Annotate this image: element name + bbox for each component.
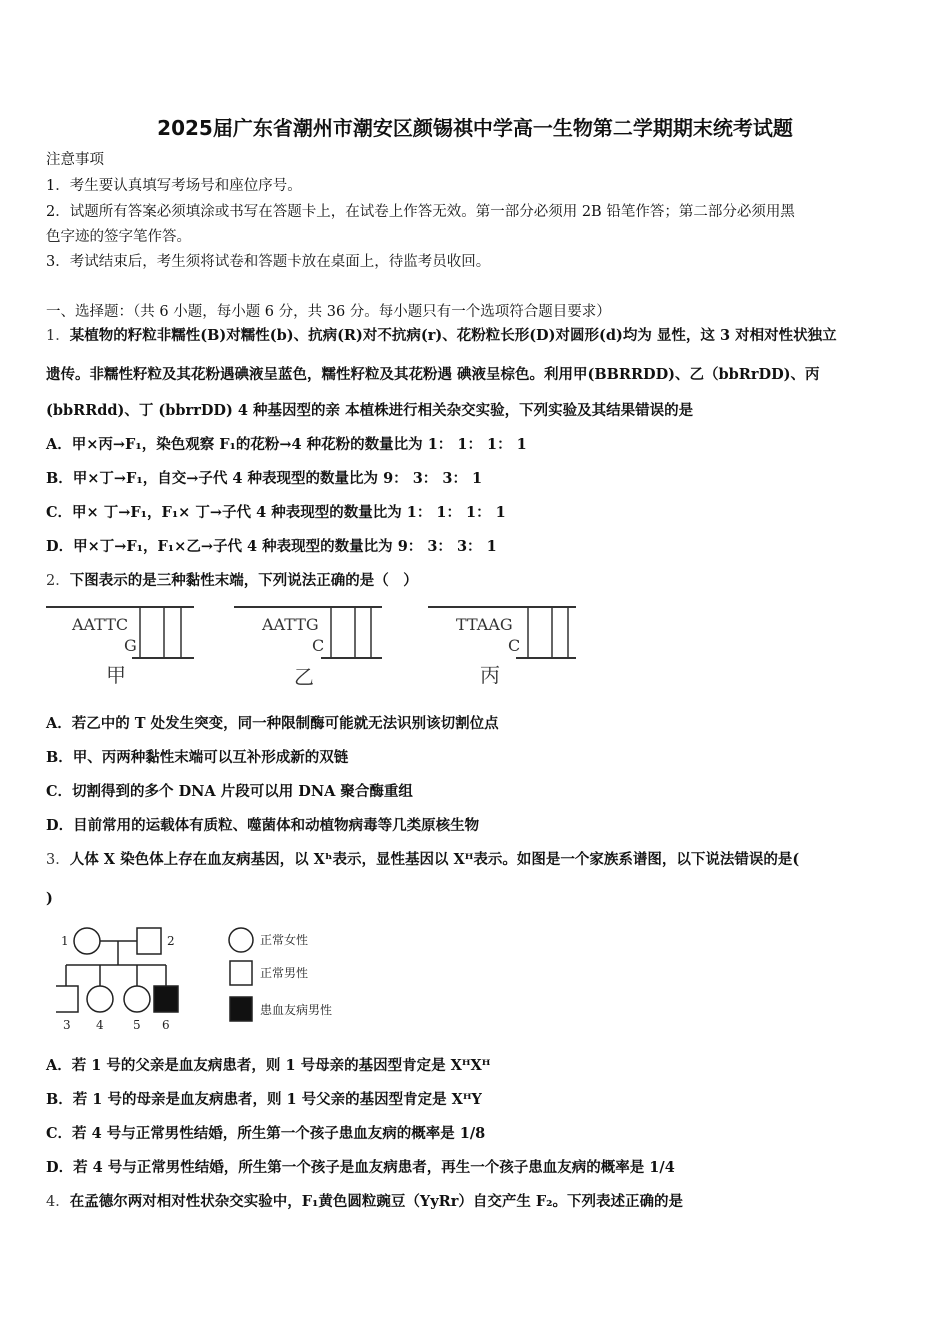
notice-item: 2．试题所有答案必须填涂或书写在答题卡上，在试卷上作答无效。第一部分必须用 2B 铅笔作答；第二部分必须用黑	[46, 204, 795, 220]
individual-label: 3	[63, 1018, 71, 1032]
individual-3-male	[56, 986, 78, 1012]
individual-label: 5	[133, 1018, 141, 1032]
q1-stem-line1: 1．某植物的籽粒非糯性(B)对糯性(b)、抗病(R)对不抗病(r)、花粉粒长形(D)对圆形(d)均为 显性，这 3 对相对性状独立	[46, 327, 837, 344]
q1-option-d: D．甲×丁→F₁，F₁×乙→子代 4 种表现型的数量比为 9： 3： 3： 1	[46, 538, 497, 555]
q2-option-b: B．甲、丙两种黏性末端可以互补形成新的双链	[46, 749, 349, 766]
notice-item: 3．考试结束后，考生须将试卷和答题卡放在桌面上，待监考员收回。	[46, 254, 491, 270]
individual-label: 4	[96, 1018, 104, 1032]
page-title: 2025届广东省潮州市潮安区颜锡祺中学高一生物第二学期期末统考试题	[157, 116, 793, 140]
individual-5-female	[124, 986, 150, 1012]
legend-affected-symbol	[230, 997, 252, 1021]
q3-option-c: C．若 4 号与正常男性结婚，所生第一个孩子患血友病的概率是 1/8	[46, 1125, 486, 1142]
sticky-bottom-seq: C	[508, 636, 521, 655]
individual-4-female	[87, 986, 113, 1012]
sticky-bottom-seq: C	[312, 636, 325, 655]
sticky-end-bing	[428, 607, 576, 687]
q1-stem-line3: (bbRRdd)、丁 (bbrrDD) 4 种基因型的亲 本植株进行相关杂交实验，下列实验及其结果错误的是	[46, 402, 694, 419]
q2-option-c: C．切割得到的多个 DNA 片段可以用 DNA 聚合酶重组	[46, 783, 413, 800]
sticky-label: 乙	[294, 665, 314, 689]
individual-label: 2	[167, 934, 175, 948]
sticky-ends-figure	[44, 600, 604, 692]
individual-1-female	[74, 928, 100, 954]
q3-option-d: D．若 4 号与正常男性结婚，所生第一个孩子是血友病患者，再生一个孩子患血友病的概率是 1/4	[46, 1159, 675, 1176]
legend-label: 患血友病男性	[260, 1003, 333, 1017]
sticky-top-seq: AATTC	[72, 615, 129, 634]
sticky-bottom-seq: G	[124, 636, 137, 655]
q1-stem-line2: 遗传。非糯性籽粒及其花粉遇碘液呈蓝色，糯性籽粒及其花粉遇 碘液呈棕色。利用甲(BBRRDD)、乙（bbRrDD)、丙	[46, 366, 820, 383]
sticky-top-seq: TTAAG	[456, 615, 513, 634]
q1-option-c: C．甲× 丁→F₁，F₁× 丁→子代 4 种表现型的数量比为 1： 1： 1： 1	[46, 504, 506, 521]
sticky-end-yi	[234, 607, 382, 689]
legend-label: 正常女性	[260, 933, 309, 947]
individual-label: 1	[61, 934, 69, 948]
q3-stem: 3．人体 X 染色体上存在血友病基因，以 Xʰ表示，显性基因以 Xᴴ表示。如图是一个家族系谱图，以下说法错误的是(	[46, 851, 800, 868]
q3-option-a: A．若 1 号的父亲是血友病患者，则 1 号母亲的基因型肯定是 XᴴXᴴ	[46, 1057, 491, 1074]
pedigree-chart	[56, 920, 356, 1036]
sticky-top-seq: AATTG	[262, 615, 319, 634]
q4-stem: 4．在孟德尔两对相对性状杂交实验中，F₁黄色圆粒豌豆（YyRr）自交产生 F₂。下列表述正确的是	[46, 1193, 684, 1210]
legend-label: 正常男性	[260, 966, 309, 980]
legend-female-symbol	[229, 928, 253, 952]
sticky-label: 甲	[106, 663, 126, 687]
q1-option-a: A．甲×丙→F₁，染色观察 F₁的花粉→4 种花粉的数量比为 1： 1： 1： 1	[46, 436, 527, 453]
q2-option-d: D．目前常用的运载体有质粒、噬菌体和动植物病毒等几类原核生物	[46, 817, 480, 834]
notice-heading: 注意事项	[46, 152, 104, 168]
notice-item: 色字迹的签字笔作答。	[46, 229, 191, 245]
individual-label: 6	[162, 1018, 170, 1032]
q2-stem: 2．下图表示的是三种黏性末端，下列说法正确的是（ ）	[46, 572, 418, 589]
individual-6-affected-male	[154, 986, 178, 1012]
section-heading: 一、选择题：（共 6 小题，每小题 6 分，共 36 分。每小题只有一个选项符合题目要求）	[46, 304, 611, 320]
individual-2-male	[137, 928, 161, 954]
q2-option-a: A．若乙中的 T 处发生突变，同一种限制酶可能就无法识别该切割位点	[46, 715, 499, 732]
q1-option-b: B．甲×丁→F₁，自交→子代 4 种表现型的数量比为 9： 3： 3： 1	[46, 470, 483, 487]
q3-option-b: B．若 1 号的母亲是血友病患者，则 1 号父亲的基因型肯定是 XᴴY	[46, 1091, 482, 1108]
notice-item: 1．考生要认真填写考场号和座位序号。	[46, 178, 302, 194]
sticky-end-jia	[46, 607, 194, 687]
sticky-label: 丙	[480, 663, 500, 687]
legend-male-symbol	[230, 961, 252, 985]
q3-stem-end: )	[46, 890, 53, 907]
